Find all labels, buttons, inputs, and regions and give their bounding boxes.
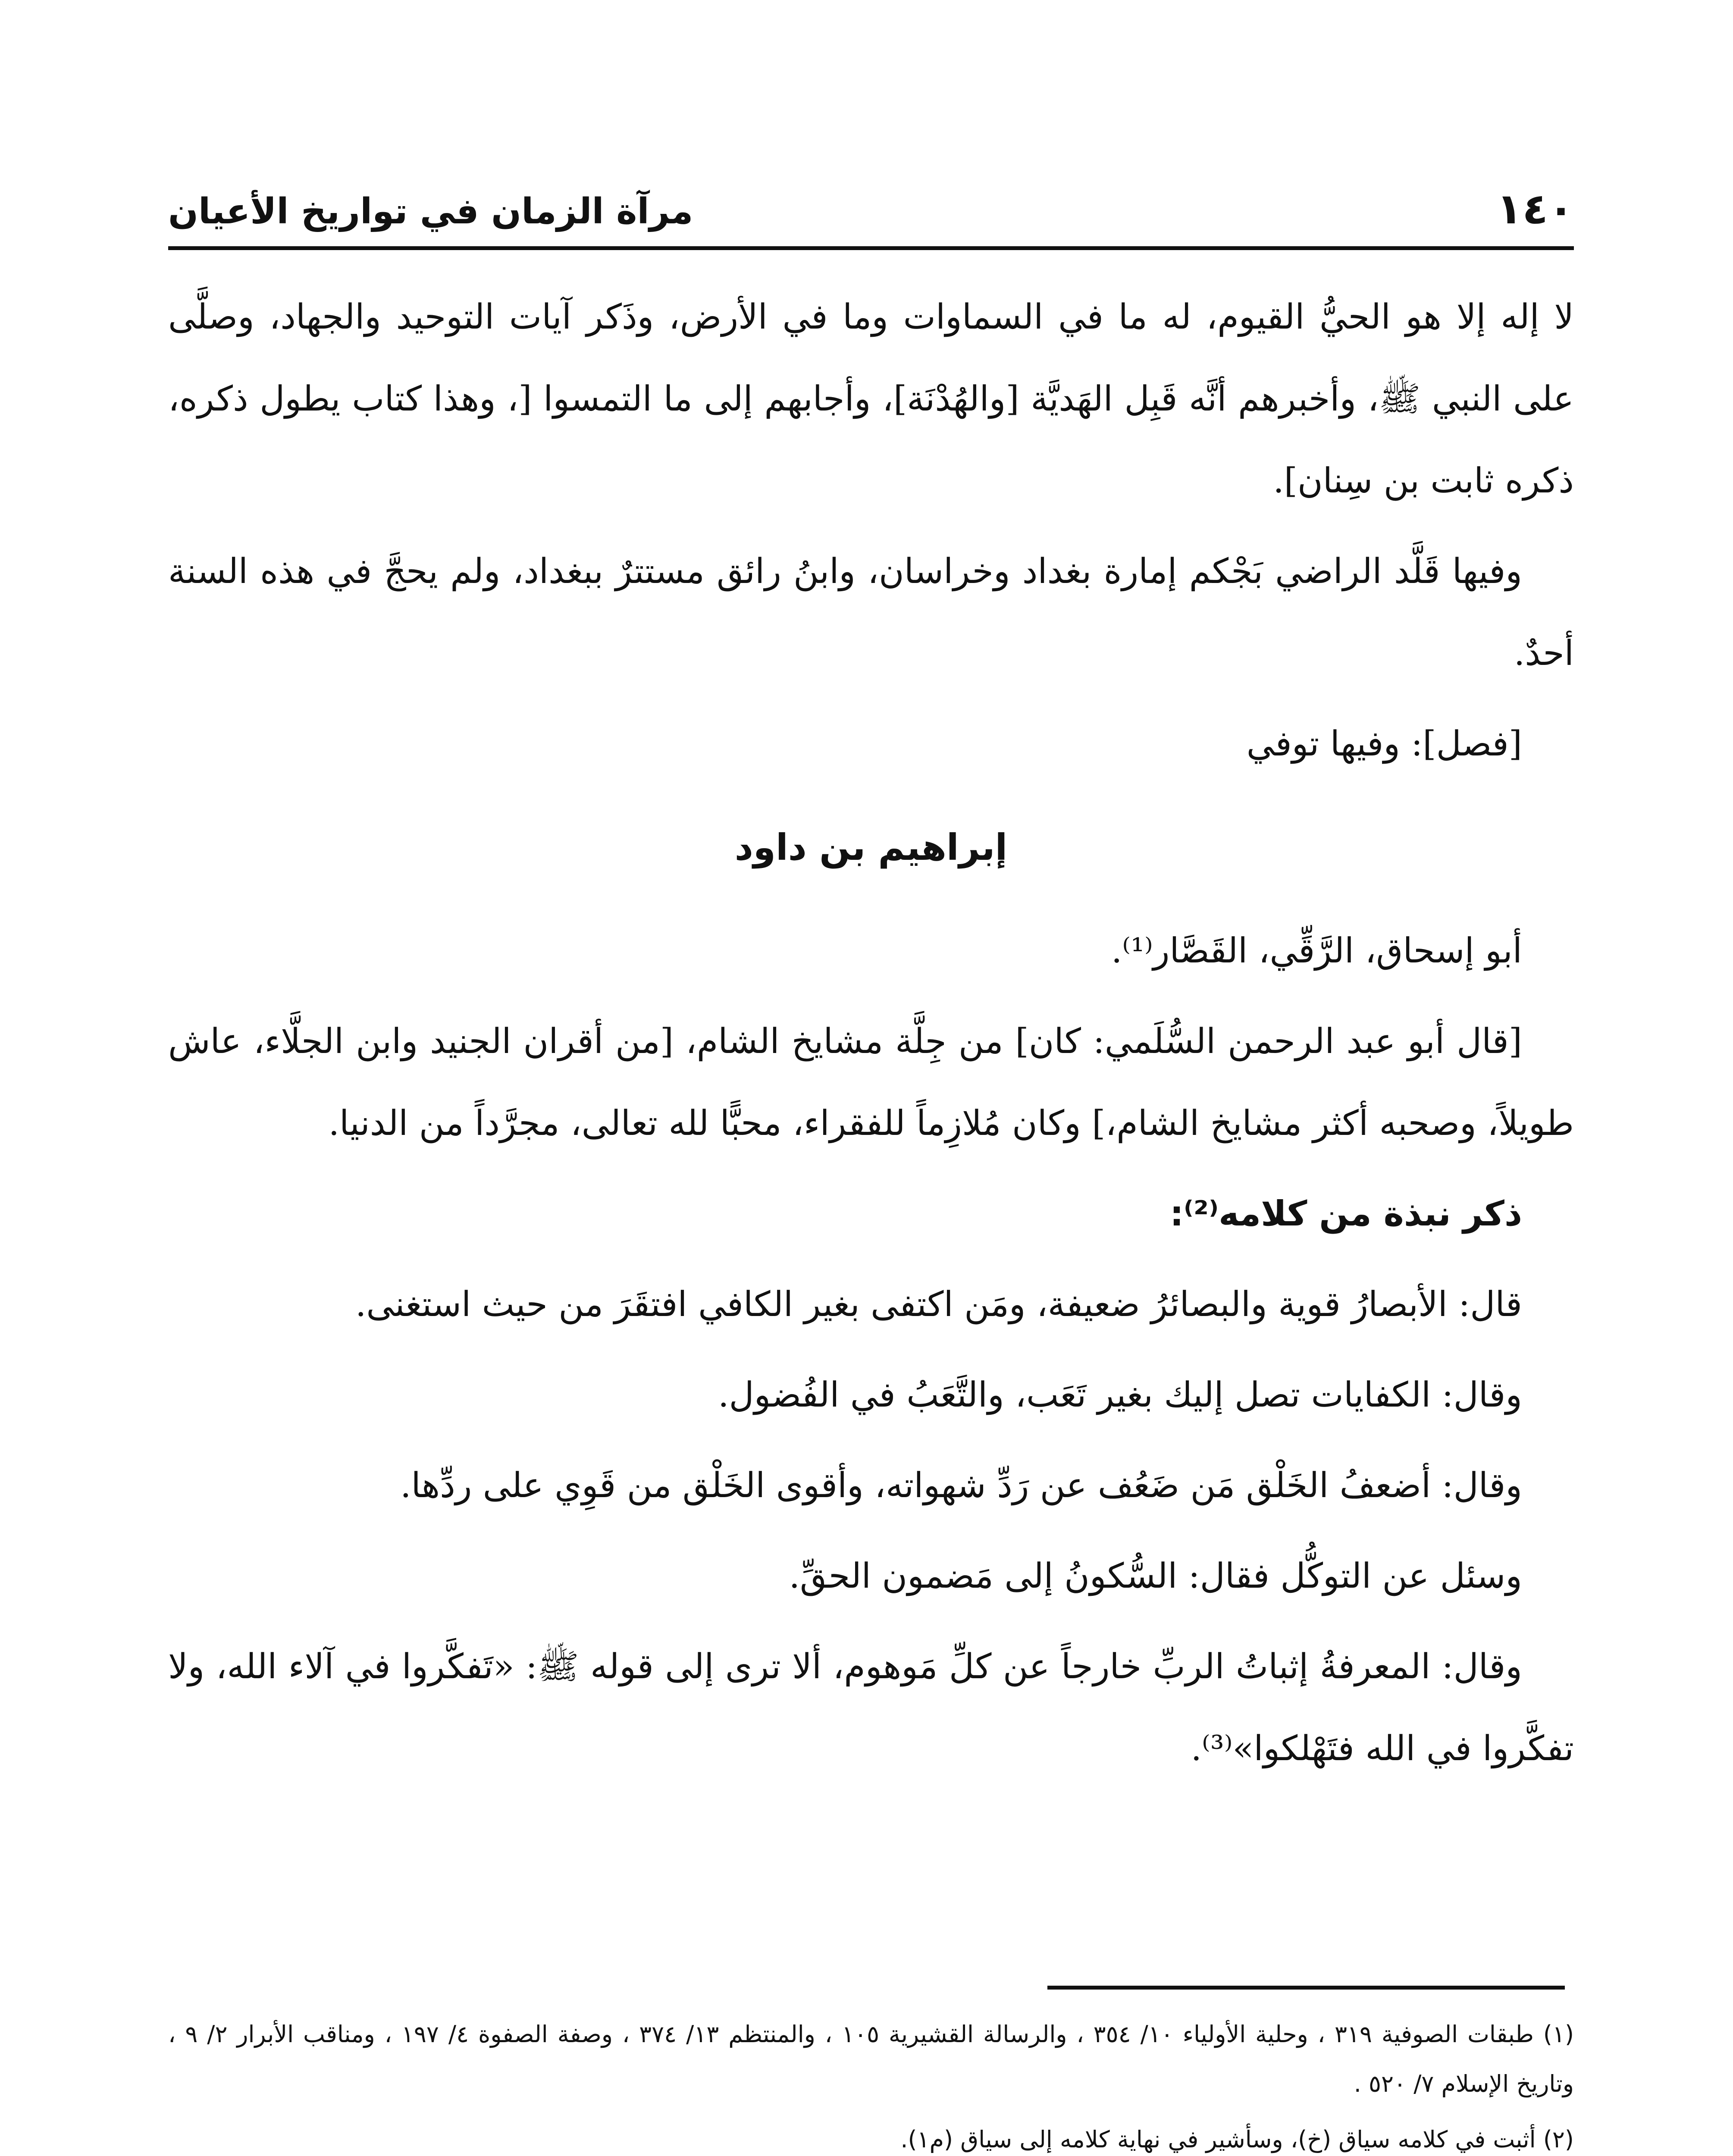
running-title: مرآة الزمان في تواريخ الأعيان	[168, 191, 693, 232]
footnote-2: (٢) أثبت في كلامه سياق (خ)، وسأشير في نهاية كلامه إلى سياق (م١).	[900, 2126, 1574, 2153]
footnotes	[168, 2009, 1574, 2156]
paragraph-8: وقال: الكفايات تصل إليك بغير تَعَب، والتَّعَبُ في الفُضول.	[718, 1375, 1522, 1415]
paragraph-11: وقال: المعرفةُ إثباتُ الربِّ خارجاً عن كلِّ مَوهوم، ألا ترى إلى قوله ﷺ: «تَفكَّروا في آلاء الله، ولا تفكَّروا في الله فتَهْلكوا»⁽³⁾.	[168, 1646, 1574, 1768]
paragraph-3: [فصل]: وفيها توفي	[1246, 724, 1522, 764]
page-header	[168, 172, 1574, 250]
paragraph-7: قال: الأبصارُ قوية والبصائرُ ضعيفة، ومَن اكتفى بغير الكافي افتقَرَ من حيث استغنى.	[355, 1284, 1522, 1324]
section-heading: إبراهيم بن داود	[734, 826, 1008, 868]
paragraph-10: وسئل عن التوكُّل فقال: السُّكونُ إلى مَضمون الحقِّ.	[789, 1556, 1522, 1596]
footnote-rule	[1047, 1986, 1565, 1990]
header-rule	[168, 246, 1574, 250]
paragraph-5: [قال أبو عبد الرحمن السُّلَمي: كان] من جِلَّة مشايخ الشام، [من أقران الجنيد وابن الجلَّاء، عاش طويلاً، وصحبه أكثر مشايخ الشام،] وكان مُلازِماً للفقراء، محبًّا لله تعالى، مجرَّداً من الدنيا.	[168, 1021, 1574, 1143]
paragraph-2: وفيها قَلَّد الراضي بَجْكم إمارة بغداد وخراسان، وابنُ رائق مستترٌ ببغداد، ولم يحجَّ في هذه السنة أحدٌ.	[168, 551, 1574, 673]
paragraph-4: أبو إسحاق، الرَّقِّي، القَصَّار⁽¹⁾.	[1111, 931, 1522, 971]
footnote-1: (١) طبقات الصوفية ٣١٩ ، وحلية الأولياء ١٠/ ٣٥٤ ، والرسالة القشيرية ١٠٥ ، والمنتظم ١٣/ ٣٧٤ ، وصفة الصفوة ٤/ ١٩٧ ، ومناقب الأبرار ٢/ ٩ ، وتاريخ الإسلام ٧/ ٥٢٠ .	[168, 2021, 1574, 2097]
main-text	[168, 276, 1574, 1966]
page-number: ١٤٠	[1496, 185, 1574, 234]
paragraph-1: لا إله إلا هو الحيُّ القيوم، له ما في السماوات وما في الأرض، وذَكر آيات التوحيد والجهاد، وصلَّى على النبي ﷺ، وأخبرهم أنَّه قَبِل الهَديَّة [والهُدْنَة]، وأجابهم إلى ما التمسوا [، وهذا كتاب يطول ذكره، ذكره ثابت بن سِنان].	[168, 297, 1574, 501]
paragraph-9: وقال: أضعفُ الخَلْق مَن ضَعُف عن رَدِّ شهواته، وأقوى الخَلْق من قَوِي على ردِّها.	[400, 1465, 1522, 1505]
paragraph-6: ذكر نبذة من كلامه⁽²⁾:	[1169, 1194, 1522, 1234]
